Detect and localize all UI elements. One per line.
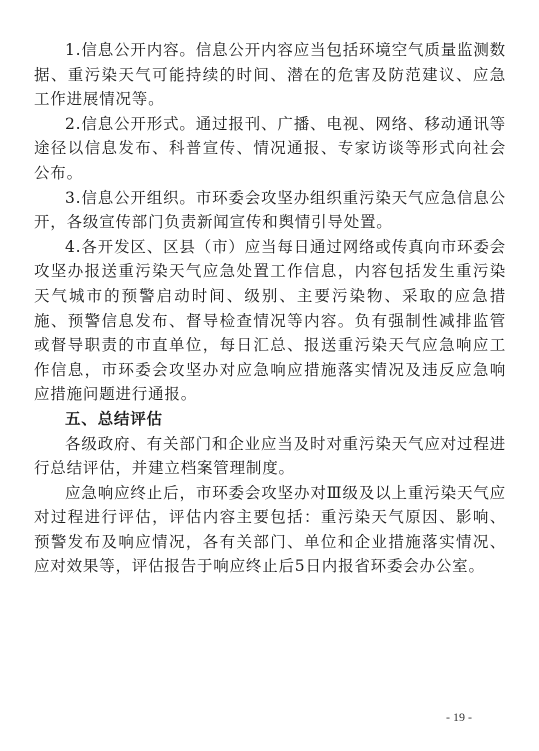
page-number: - 19 - <box>446 710 472 724</box>
paragraph-info-content: 1.信息公开内容。信息公开内容应当包括环境空气质量监测数据、重污染天气可能持续的时间、潜在的危害及防范建议、应急工作进展情况等。 <box>34 41 506 109</box>
paragraph-info-form: 2.信息公开形式。通过报刊、广播、电视、网络、移动通讯等途径以信息发布、科普宣传、情况通报、专家访谈等形式向社会公布。 <box>34 114 506 182</box>
section-heading: 五、总结评估 <box>65 409 163 428</box>
paragraph-response-evaluation: 应急响应终止后，市环委会攻坚办对Ⅲ级及以上重污染天气应对过程进行评估，评估内容主要包括：重污染天气原因、影响、预警发布及响应情况，各有关部门、单位和企业措施落实情况、应对效果等，评估报告于响应终止后5日内报省环委会办公室。 <box>34 483 506 576</box>
paragraph-info-reporting: 4.各开发区、区县（市）应当每日通过网络或传真向市环委会攻坚办报送重污染天气应急处置工作信息，内容包括发生重污染天气城市的预警启动时间、级别、主要污染物、采取的应急措施、预警信息发布、督导检查情况等内容。负有强制性减排监管或督导职责的市直单位，每日汇总、报送重污染天气应急响应工作信息，市环委会攻坚办对应急响应措施落实情况及违反应急响应措施问题进行通报。 <box>34 237 506 404</box>
paragraph-summary-evaluation: 各级政府、有关部门和企业应当及时对重污染天气应对过程进行总结评估，并建立档案管理制度。 <box>34 434 506 478</box>
document-page <box>34 38 506 579</box>
paragraph-info-organization: 3.信息公开组织。市环委会攻坚办组织重污染天气应急信息公开，各级宣传部门负责新闻宣传和舆情引导处置。 <box>34 188 506 232</box>
